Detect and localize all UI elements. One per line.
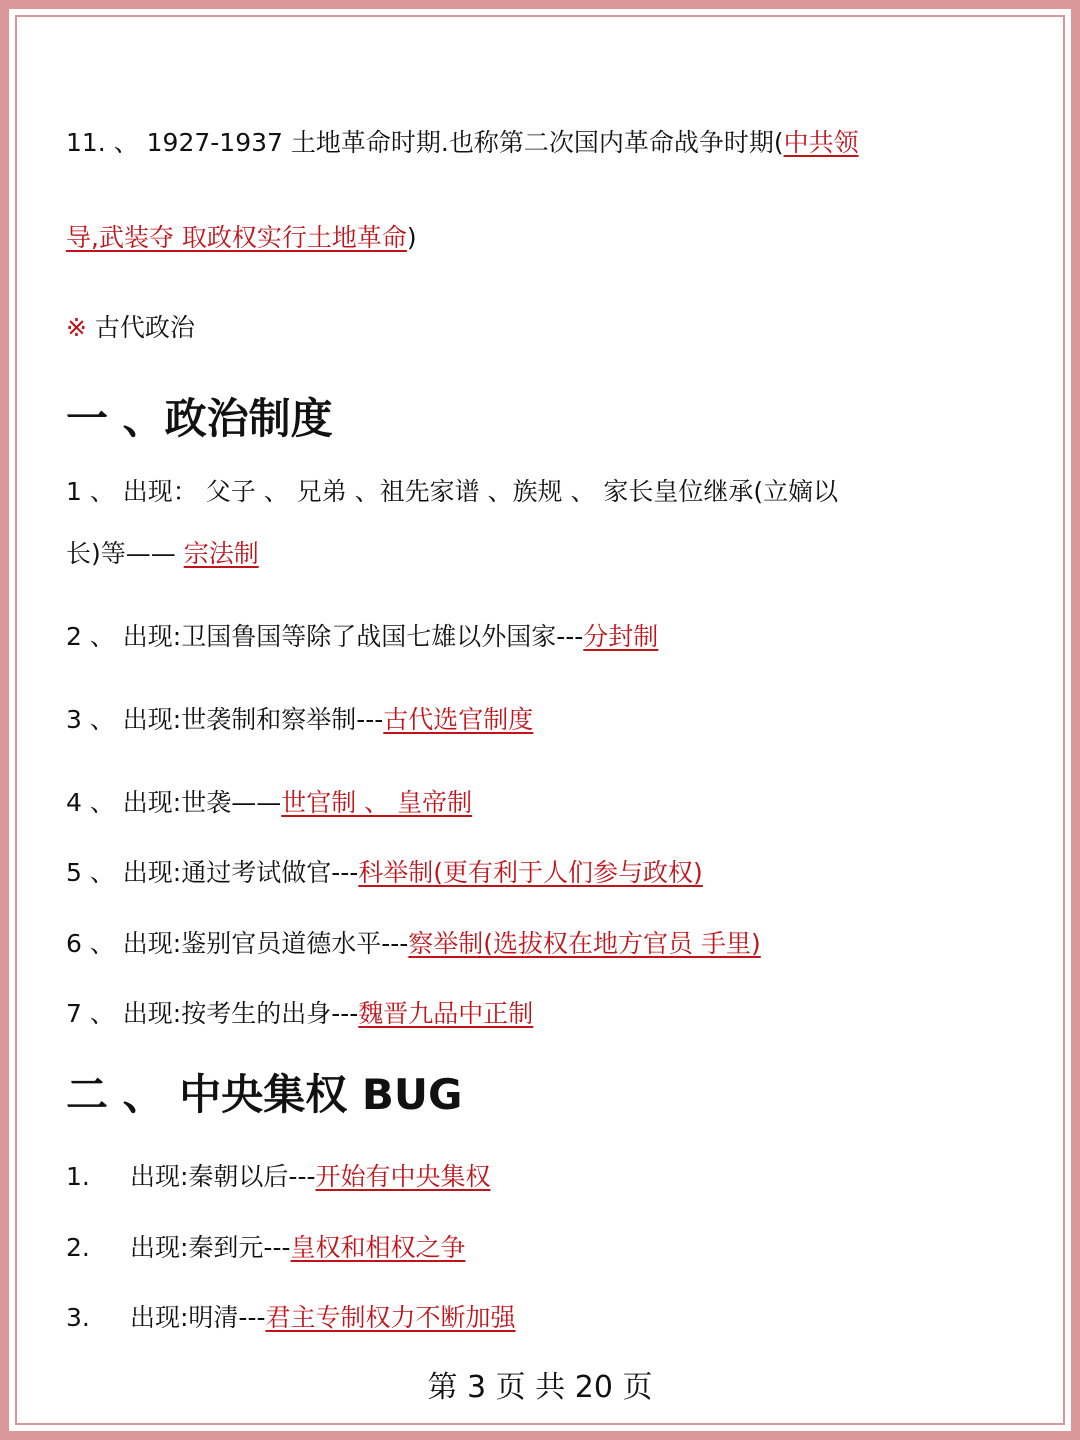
intro-highlight-cont: 导,武装夺 取政权实行土地革命 (66, 223, 407, 252)
section2-item-1 (66, 1160, 491, 1194)
section1-item-6 (66, 927, 761, 961)
page-footer: 第 3 页 共 20 页 (427, 1370, 653, 1405)
item-answer: 皇权和相权之争 (290, 1233, 466, 1262)
item-text: 5 、 出现:通过考试做官--- (66, 858, 359, 887)
section1-item-7 (66, 997, 533, 1031)
section1-item-5 (66, 856, 703, 890)
section2-item-3 (66, 1301, 516, 1335)
section1-item-1-cont (66, 537, 259, 571)
item-text: 3 、 出现:世袭制和察举制--- (66, 705, 384, 734)
reference-mark-icon: ※ (66, 313, 87, 342)
item-answer: 开始有中央集权 (315, 1162, 491, 1191)
item-text: 4 、 出现:世袭—— (66, 788, 282, 817)
section-note (66, 311, 195, 345)
section2-item-2 (66, 1231, 466, 1265)
section-note-text: 古代政治 (94, 313, 195, 342)
item-text: 长)等—— (66, 539, 184, 568)
intro-highlight: 中共领 (783, 128, 859, 157)
item-text: 出现:秦朝以后--- (130, 1162, 316, 1191)
section1-item-1 (66, 475, 838, 509)
item-text: 出现:秦到元--- (130, 1233, 291, 1262)
item-answer: 世官制 、 皇帝制 (281, 788, 473, 817)
item-answer: 魏晋九品中正制 (358, 999, 534, 1028)
item-number: 1. (66, 1162, 90, 1191)
item-text: 6 、 出现:鉴别官员道德水平--- (66, 929, 409, 958)
item-answer: 宗法制 (183, 539, 259, 568)
section1-heading: 一 、政治制度 (66, 394, 333, 443)
intro-line-1 (66, 126, 859, 160)
item-number: 3. (66, 1303, 90, 1332)
item-text: 1 、 出现： 父子 、 兄弟 、祖先家谱 、族规 、 家长皇位继承(立嫡以 (66, 477, 839, 506)
item-number: 2. (66, 1233, 90, 1262)
item-answer: 察举制(选拔权在地方官员 手里) (408, 929, 761, 958)
item-answer: 分封制 (583, 622, 659, 651)
item-answer: 古代选官制度 (383, 705, 534, 734)
item-answer: 科举制(更有利于人们参与政权) (358, 858, 703, 887)
intro-text: 11. 、 1927-1937 土地革命时期.也称第二次国内革命战争时期( (66, 128, 784, 157)
section1-item-4 (66, 786, 472, 820)
section1-item-2 (66, 620, 658, 654)
section2-heading: 二 、 中央集权 BUG (66, 1070, 463, 1119)
item-text: 2 、 出现:卫国鲁国等除了战国七雄以外国家--- (66, 622, 584, 651)
intro-close: ) (406, 223, 417, 252)
section1-item-3 (66, 703, 533, 737)
item-text: 7 、 出现:按考生的出身--- (66, 999, 359, 1028)
item-text: 出现:明清--- (130, 1303, 266, 1332)
intro-line-2 (66, 221, 417, 255)
item-answer: 君主专制权力不断加强 (265, 1303, 516, 1332)
